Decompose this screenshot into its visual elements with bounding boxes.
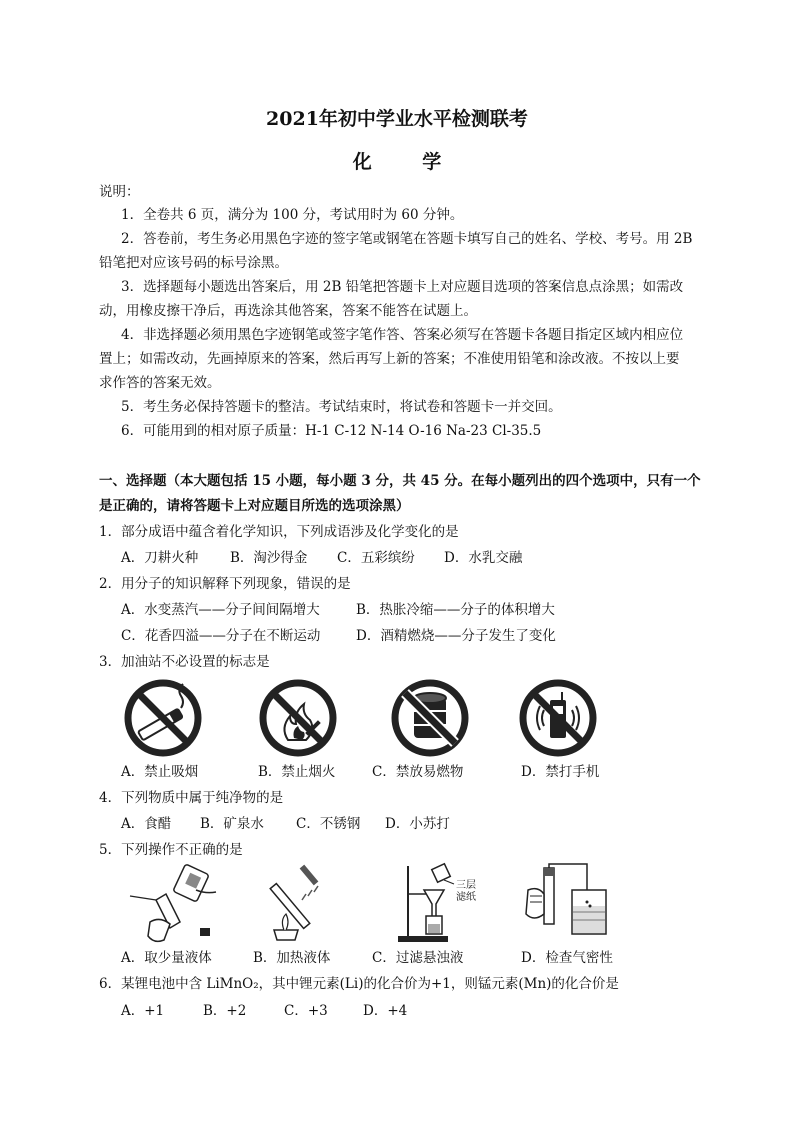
q3-option-d: D．禁打手机 (521, 764, 600, 780)
q4-stem: 4．下列物质中属于纯净物的是 (99, 790, 284, 806)
q6-option-a: A．+1 (121, 1003, 165, 1019)
q1-option-a: A．刀耕火种 (121, 550, 199, 566)
q6-stem: 6．某锂电池中含 LiMnO₂，其中锂元素(Li)的化合价为+1，则锰元素(Mn)的化合价是 (99, 976, 619, 992)
q2-option-b: B．热胀冷缩——分子的体积增大 (356, 602, 555, 618)
no-fire-sign (258, 678, 338, 758)
q3-option-a: A．禁止吸烟 (121, 764, 199, 780)
q1-option-d: D．水乳交融 (444, 550, 523, 566)
section-heading: 一、选择题（本大题包括 15 小题，每小题 3 分，共 45 分。在每小题列出的四个选项中，只有一个 (99, 473, 701, 489)
section-heading-cont: 是正确的，请将答题卡上对应题目所选的选项涂黑） (99, 498, 410, 514)
q4-option-d: D．小苏打 (385, 816, 450, 832)
instruction-6: 6．可能用到的相对原子质量：H-1 C-12 N-14 O-16 Na-23 Cl-35.5 (121, 423, 542, 439)
instruction-5: 5．考生务必保持答题卡的整洁。考试结束时，将试卷和答题卡一并交回。 (121, 399, 562, 415)
q4-option-c: C．不锈钢 (296, 816, 361, 832)
q2-option-d: D．酒精燃烧——分子发生了变化 (356, 628, 556, 644)
q3-stem: 3．加油站不必设置的标志是 (99, 654, 270, 670)
q5-option-c: C．过滤悬浊液 (372, 950, 464, 966)
pipette-liquid-illustration (126, 860, 226, 944)
q4-option-a: A．食醋 (121, 816, 172, 832)
filtration-illustration (394, 860, 494, 944)
q5-option-a: A．取少量液体 (121, 950, 212, 966)
instructions-heading: 说明： (99, 184, 140, 200)
instruction-3-cont: 动，用橡皮擦干净后，再选涂其他答案，答案不能答在试题上。 (99, 303, 477, 319)
instruction-4-cont: 置上；如需改动，先画掉原来的答案，然后再写上新的答案；不准使用铅笔和涂改液。不按以上要 (99, 351, 680, 367)
q6-option-c: C．+3 (284, 1003, 328, 1019)
filter-paper-label-1: 三层 (456, 880, 476, 891)
q5-option-d: D．检查气密性 (521, 950, 613, 966)
q2-option-c: C．花香四溢——分子在不断运动 (121, 628, 321, 644)
q6-option-b: B．+2 (203, 1003, 247, 1019)
q1-option-b: B．淘沙得金 (230, 550, 308, 566)
q5-stem: 5．下列操作不正确的是 (99, 842, 243, 858)
q3-option-b: B．禁止烟火 (258, 764, 336, 780)
q1-stem: 1．部分成语中蕴含着化学知识，下列成语涉及化学变化的是 (99, 524, 459, 540)
q6-option-d: D．+4 (363, 1003, 408, 1019)
instruction-2: 2．答卷前，考生务必用黑色字迹的签字笔或钢笔在答题卡填写自己的姓名、学校、考号。用 2B (121, 231, 693, 247)
instruction-4: 4．非选择题必须用黑色字迹钢笔或签字笔作答、答案必须写在答题卡各题目指定区域内相应位 (121, 327, 684, 343)
no-smoking-sign (123, 678, 203, 758)
heating-liquid-illustration (262, 860, 352, 944)
q3-option-c: C．禁放易燃物 (372, 764, 464, 780)
q2-stem: 2．用分子的知识解释下列现象，错误的是 (99, 576, 351, 592)
q1-option-c: C．五彩缤纷 (337, 550, 415, 566)
q4-option-b: B．矿泉水 (200, 816, 264, 832)
exam-title: 2021年初中学业水平检测联考 (266, 108, 528, 130)
airtightness-check-illustration (520, 860, 620, 944)
instruction-1: 1．全卷共 6 页，满分为 100 分，考试用时为 60 分钟。 (121, 207, 464, 223)
instruction-2-cont: 铅笔把对应该号码的标号涂黑。 (99, 255, 288, 271)
no-flammables-sign (390, 678, 470, 758)
filter-paper-label-2: 滤纸 (456, 892, 476, 903)
instruction-4-cont2: 求作答的答案无效。 (99, 375, 221, 391)
no-phone-sign (518, 678, 598, 758)
instruction-3: 3．选择题每小题选出答案后，用 2B 铅笔把答题卡上对应题目选项的答案信息点涂黑；如需改 (121, 279, 684, 295)
q5-option-b: B．加热液体 (253, 950, 331, 966)
q2-option-a: A．水变蒸汽——分子间间隔增大 (121, 602, 320, 618)
subject-title: 化 学 (352, 151, 464, 173)
